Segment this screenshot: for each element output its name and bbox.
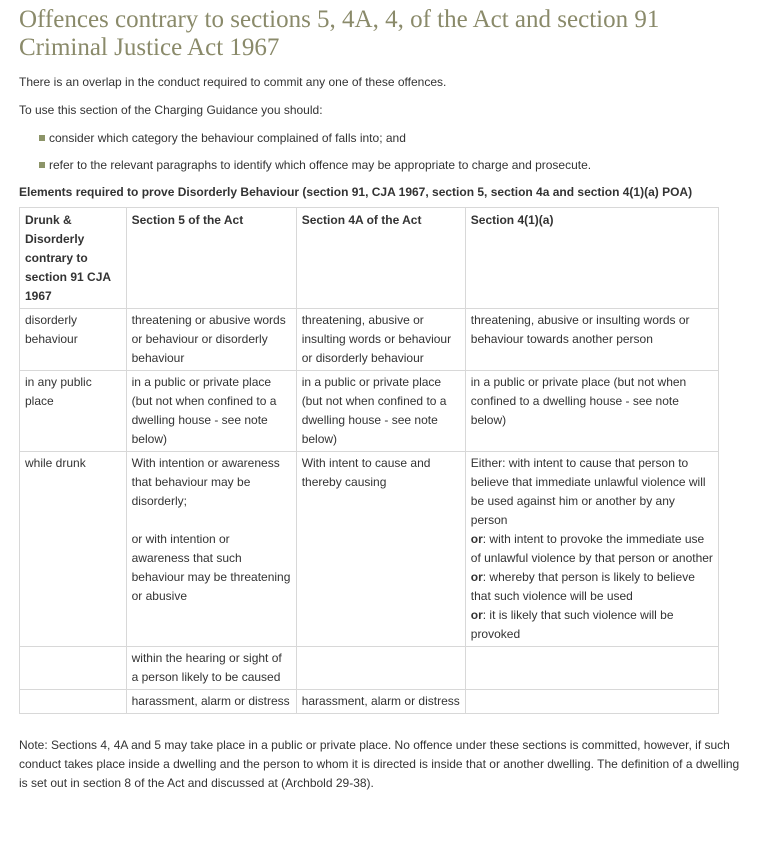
cell-text: : whereby that person is likely to believe that such violence will be used [470, 570, 695, 603]
table-cell: With intent to cause and thereby causing [296, 452, 465, 647]
table-cell [465, 452, 718, 647]
table-cell: in a public or private place (but not when confined to a dwelling house - see note below) [126, 371, 296, 452]
header-cell-drunk-disorderly: Drunk & Disorderly contrary to section 91 CJA 1967 [20, 208, 127, 309]
cell-text: : with intent to provoke the immediate use of unlawful violence by that person or another [470, 532, 713, 565]
note-text: Note: Sections 4, 4A and 5 may take place in a public or private place. No offence under these sections is committed, however, if such conduct takes place inside a dwelling and the person to whom it is directed is inside that or another dwelling. The definition of a dwelling is set out in section 8 of the Act and discussed at (Archbold 29-38). [19, 738, 740, 790]
table-cell: disorderly behaviour [20, 309, 127, 371]
table-cell: threatening, abusive or insulting words or behaviour towards another person [465, 309, 718, 371]
square-bullet-icon [39, 162, 45, 168]
or-label: or [470, 570, 483, 584]
page-title: Offences contrary to sections 5, 4A, 4, of the Act and section 91 Criminal Justice Act 1967 [19, 6, 660, 61]
instruction-text: To use this section of the Charging Guidance you should: [19, 103, 323, 117]
list-item-text: refer to the relevant paragraphs to identify which offence may be appropriate to charge and prosecute. [49, 158, 592, 172]
list-item-text: consider which category the behaviour complained of falls into; and [49, 131, 406, 145]
table-cell: threatening, abusive or insulting words or behaviour or disorderly behaviour [296, 309, 465, 371]
cell-text: : it is likely that such violence will be provoked [470, 608, 674, 641]
list-item [39, 130, 746, 146]
or-label: or [470, 532, 483, 546]
table-row [20, 690, 719, 714]
table-cell: harassment, alarm or distress [126, 690, 296, 714]
list-item [39, 157, 746, 173]
table-cell: harassment, alarm or distress [296, 690, 465, 714]
header-cell-section-4-1-a: Section 4(1)(a) [465, 208, 718, 309]
table-row [20, 647, 719, 690]
table-cell [296, 647, 465, 690]
cell-paragraph [471, 530, 713, 568]
table-cell: in any public place [20, 371, 127, 452]
table-cell: in a public or private place (but not when confined to a dwelling house - see note below) [296, 371, 465, 452]
table-title: Elements required to prove Disorderly Behaviour (section 91, CJA 1967, section 5, section 4a and section 4(1)(a) POA) [19, 185, 693, 199]
table-row [20, 309, 719, 371]
intro-text: There is an overlap in the conduct required to commit any one of these offences. [19, 75, 447, 89]
cell-paragraph: With intention or awareness that behaviour may be disorderly; [131, 456, 280, 508]
table-cell: while drunk [20, 452, 127, 647]
table-cell: within the hearing or sight of a person likely to be caused [126, 647, 296, 690]
table-header-row [20, 208, 719, 309]
table-row [20, 371, 719, 452]
cell-paragraph: Either: with intent to cause that person to believe that immediate unlawful violence will be used against him or another by any person [470, 456, 706, 527]
elements-table [19, 207, 719, 714]
or-label: or [470, 608, 483, 622]
table-row [20, 452, 719, 647]
guidance-list [19, 130, 746, 173]
table-cell [126, 452, 296, 647]
square-bullet-icon [39, 135, 45, 141]
spacer [132, 511, 291, 530]
table-cell [20, 690, 127, 714]
table-cell [465, 647, 718, 690]
cell-paragraph [471, 568, 713, 606]
table-cell: in a public or private place (but not when confined to a dwelling house - see note below) [465, 371, 718, 452]
table-cell [20, 647, 127, 690]
header-cell-section-4a: Section 4A of the Act [296, 208, 465, 309]
header-cell-section-5: Section 5 of the Act [126, 208, 296, 309]
cell-paragraph [471, 606, 713, 644]
table-cell [465, 690, 718, 714]
cell-paragraph: or with intention or awareness that such behaviour may be threatening or abusive [131, 532, 291, 603]
table-cell: threatening or abusive words or behaviour or disorderly behaviour [126, 309, 296, 371]
